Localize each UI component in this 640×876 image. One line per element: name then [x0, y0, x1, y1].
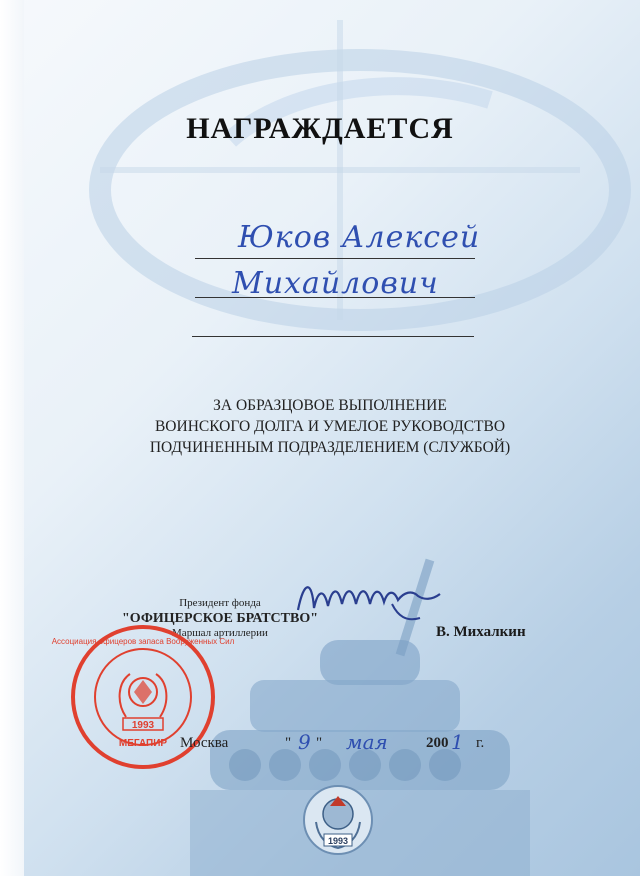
certificate-title: НАГРАЖДАЕТСЯ — [186, 112, 454, 145]
date-quote-close: " — [316, 735, 323, 751]
stamp-text: Ассоциация офицеров запаса Вооруженных Сил — [51, 637, 235, 646]
date-month: мая — [346, 730, 388, 754]
reason-line: ЗА ОБРАЗЦОВОЕ ВЫПОЛНЕНИЕ — [213, 397, 447, 414]
date-year-printed: 200 — [426, 735, 449, 751]
name-underline-1 — [195, 258, 475, 259]
emblem-year: 1993 — [327, 836, 349, 846]
award-reason — [100, 395, 560, 458]
recipient-name-line2: Михайлович — [232, 266, 439, 301]
president-role: Президент фонда — [179, 597, 261, 609]
fund-emblem — [300, 782, 376, 858]
date-year-suffix: г. — [476, 735, 485, 751]
stamp-year: 1993 — [131, 720, 155, 731]
name-underline-3 — [192, 336, 474, 337]
signer-name: В. Михалкин — [436, 624, 526, 640]
foundation-name: "ОФИЦЕРСКОЕ БРАТСТВО" — [121, 611, 319, 626]
reason-line: ПОДЧИНЕННЫМ ПОДРАЗДЕЛЕНИЕМ (СЛУЖБОЙ) — [149, 439, 511, 456]
date-day: 9 — [298, 730, 311, 754]
date-year-hand: 1 — [451, 730, 464, 754]
reason-line: ВОИНСКОГО ДОЛГА И УМЕЛОЕ РУКОВОДСТВО — [154, 418, 506, 435]
recipient-name-line1: Юков Алексей — [238, 220, 481, 255]
handwritten-signature — [294, 570, 444, 630]
city-label: Москва — [180, 735, 229, 751]
name-underline-2 — [195, 297, 475, 298]
stamp-name: МЕГАПИР — [118, 738, 168, 749]
date-quote-open: " — [285, 735, 292, 751]
president-rank: Маршал артиллерии — [172, 627, 268, 639]
